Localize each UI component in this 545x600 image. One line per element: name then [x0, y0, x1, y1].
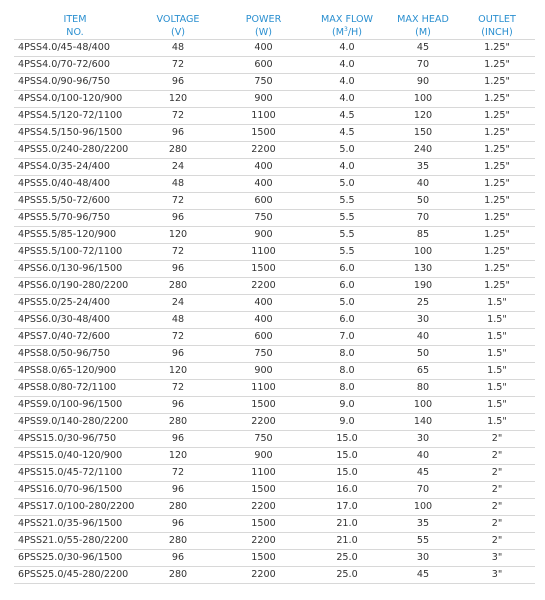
voltage-cell: 48	[136, 40, 220, 57]
power-cell: 1500	[220, 261, 307, 278]
table-row	[14, 295, 535, 312]
voltage-cell: 72	[136, 244, 220, 261]
table-row	[14, 210, 535, 227]
outlet-cell: 1.5"	[459, 329, 535, 346]
table-row	[14, 346, 535, 363]
power-cell: 2200	[220, 567, 307, 584]
max-flow-cell: 5.5	[307, 227, 387, 244]
power-cell: 1100	[220, 465, 307, 482]
max-head-cell: 100	[387, 499, 459, 516]
item-cell: 4PSS4.0/35-24/400	[14, 159, 136, 176]
max-head-cell: 80	[387, 380, 459, 397]
power-cell: 900	[220, 227, 307, 244]
max-head-cell: 25	[387, 295, 459, 312]
voltage-cell: 96	[136, 431, 220, 448]
voltage-cell: 96	[136, 397, 220, 414]
item-cell: 4PSS6.0/30-48/400	[14, 312, 136, 329]
max-head-cell: 30	[387, 550, 459, 567]
outlet-cell: 1.25"	[459, 227, 535, 244]
outlet-cell: 1.25"	[459, 159, 535, 176]
voltage-cell: 96	[136, 550, 220, 567]
outlet-cell: 1.25"	[459, 57, 535, 74]
max-head-cell: 35	[387, 516, 459, 533]
header-power-unit: (W)	[220, 26, 307, 40]
max-flow-cell: 4.0	[307, 74, 387, 91]
voltage-cell: 72	[136, 193, 220, 210]
item-cell: 4PSS5.0/25-24/400	[14, 295, 136, 312]
voltage-cell: 72	[136, 380, 220, 397]
max-flow-cell: 4.5	[307, 108, 387, 125]
item-cell: 4PSS5.5/100-72/1100	[14, 244, 136, 261]
power-cell: 2200	[220, 142, 307, 159]
voltage-cell: 24	[136, 159, 220, 176]
table-row	[14, 448, 535, 465]
flow-unit-prefix: (M	[331, 27, 344, 38]
item-cell: 4PSS5.5/50-72/600	[14, 193, 136, 210]
voltage-cell: 96	[136, 210, 220, 227]
table-row	[14, 40, 535, 57]
table-row	[14, 363, 535, 380]
power-cell: 1100	[220, 108, 307, 125]
outlet-cell: 1.25"	[459, 193, 535, 210]
max-flow-cell: 15.0	[307, 431, 387, 448]
header-max-head-unit: (M)	[387, 26, 459, 40]
header-item: ITEM	[63, 14, 87, 25]
item-cell: 4PSS9.0/140-280/2200	[14, 414, 136, 431]
voltage-cell: 48	[136, 176, 220, 193]
item-cell: 4PSS5.5/85-120/900	[14, 227, 136, 244]
max-head-cell: 40	[387, 176, 459, 193]
voltage-cell: 72	[136, 108, 220, 125]
max-head-cell: 45	[387, 567, 459, 584]
max-head-cell: 100	[387, 397, 459, 414]
table-row	[14, 227, 535, 244]
flow-unit-superscript: 3	[344, 26, 348, 33]
outlet-cell: 1.25"	[459, 176, 535, 193]
table-row	[14, 567, 535, 584]
header-max-flow: MAX FLOW	[320, 14, 374, 25]
pump-spec-table	[14, 13, 535, 584]
max-flow-cell: 5.0	[307, 142, 387, 159]
outlet-cell: 1.25"	[459, 261, 535, 278]
power-cell: 400	[220, 176, 307, 193]
outlet-cell: 1.5"	[459, 363, 535, 380]
item-cell: 4PSS5.0/240-280/2200	[14, 142, 136, 159]
item-cell: 4PSS16.0/70-96/1500	[14, 482, 136, 499]
power-cell: 2200	[220, 278, 307, 295]
table-row	[14, 278, 535, 295]
item-cell: 4PSS4.0/45-48/400	[14, 40, 136, 57]
max-flow-cell: 5.5	[307, 193, 387, 210]
power-cell: 900	[220, 91, 307, 108]
header-voltage: VOLTAGE	[156, 14, 200, 25]
voltage-cell: 96	[136, 74, 220, 91]
outlet-cell: 2"	[459, 482, 535, 499]
max-head-cell: 140	[387, 414, 459, 431]
voltage-cell: 120	[136, 91, 220, 108]
max-flow-cell: 4.0	[307, 40, 387, 57]
max-flow-cell: 16.0	[307, 482, 387, 499]
max-flow-cell: 4.0	[307, 159, 387, 176]
max-head-cell: 40	[387, 329, 459, 346]
power-cell: 600	[220, 57, 307, 74]
power-cell: 1500	[220, 482, 307, 499]
power-cell: 600	[220, 193, 307, 210]
voltage-cell: 72	[136, 465, 220, 482]
max-head-cell: 70	[387, 57, 459, 74]
power-cell: 400	[220, 159, 307, 176]
flow-unit-suffix: /H)	[347, 27, 363, 38]
power-cell: 600	[220, 329, 307, 346]
table-row	[14, 414, 535, 431]
max-head-cell: 50	[387, 346, 459, 363]
max-flow-cell: 6.0	[307, 278, 387, 295]
outlet-cell: 3"	[459, 550, 535, 567]
max-flow-cell: 5.5	[307, 210, 387, 227]
outlet-cell: 3"	[459, 567, 535, 584]
power-cell: 1500	[220, 516, 307, 533]
power-cell: 750	[220, 74, 307, 91]
voltage-cell: 96	[136, 482, 220, 499]
table-row	[14, 125, 535, 142]
voltage-cell: 96	[136, 516, 220, 533]
item-cell: 4PSS4.5/120-72/1100	[14, 108, 136, 125]
item-cell: 4PSS4.0/70-72/600	[14, 57, 136, 74]
table-row	[14, 57, 535, 74]
header-row-units	[14, 26, 535, 40]
max-flow-cell: 9.0	[307, 397, 387, 414]
outlet-cell: 1.25"	[459, 210, 535, 227]
power-cell: 400	[220, 295, 307, 312]
item-cell: 6PSS25.0/45-280/2200	[14, 567, 136, 584]
item-cell: 4PSS21.0/55-280/2200	[14, 533, 136, 550]
max-flow-cell: 5.0	[307, 295, 387, 312]
outlet-cell: 1.25"	[459, 40, 535, 57]
power-cell: 1100	[220, 244, 307, 261]
power-cell: 2200	[220, 414, 307, 431]
item-cell: 4PSS5.0/40-48/400	[14, 176, 136, 193]
voltage-cell: 280	[136, 533, 220, 550]
voltage-cell: 72	[136, 329, 220, 346]
table-row	[14, 516, 535, 533]
item-cell: 4PSS6.0/190-280/2200	[14, 278, 136, 295]
max-flow-cell: 7.0	[307, 329, 387, 346]
table-row	[14, 108, 535, 125]
table-row	[14, 159, 535, 176]
power-cell: 750	[220, 431, 307, 448]
power-cell: 900	[220, 363, 307, 380]
header-item-unit: NO.	[14, 26, 136, 40]
max-head-cell: 35	[387, 159, 459, 176]
table-row	[14, 397, 535, 414]
max-flow-cell: 4.0	[307, 91, 387, 108]
item-cell: 6PSS25.0/30-96/1500	[14, 550, 136, 567]
header-max-flow-unit	[307, 26, 387, 40]
item-cell: 4PSS5.5/70-96/750	[14, 210, 136, 227]
table-row	[14, 499, 535, 516]
header-voltage-unit: (V)	[136, 26, 220, 40]
max-head-cell: 120	[387, 108, 459, 125]
max-flow-cell: 9.0	[307, 414, 387, 431]
voltage-cell: 280	[136, 499, 220, 516]
voltage-cell: 48	[136, 312, 220, 329]
voltage-cell: 96	[136, 346, 220, 363]
table-row	[14, 550, 535, 567]
max-head-cell: 55	[387, 533, 459, 550]
max-flow-cell: 5.5	[307, 244, 387, 261]
max-flow-cell: 4.5	[307, 125, 387, 142]
max-flow-cell: 25.0	[307, 567, 387, 584]
outlet-cell: 1.5"	[459, 380, 535, 397]
max-flow-cell: 25.0	[307, 550, 387, 567]
max-head-cell: 130	[387, 261, 459, 278]
voltage-cell: 280	[136, 278, 220, 295]
table-row	[14, 380, 535, 397]
item-cell: 4PSS7.0/40-72/600	[14, 329, 136, 346]
outlet-cell: 2"	[459, 448, 535, 465]
outlet-cell: 1.25"	[459, 142, 535, 159]
outlet-cell: 1.25"	[459, 125, 535, 142]
item-cell: 4PSS15.0/40-120/900	[14, 448, 136, 465]
table-row	[14, 91, 535, 108]
max-head-cell: 70	[387, 210, 459, 227]
power-cell: 900	[220, 448, 307, 465]
power-cell: 750	[220, 210, 307, 227]
max-head-cell: 30	[387, 312, 459, 329]
outlet-cell: 2"	[459, 516, 535, 533]
power-cell: 1500	[220, 550, 307, 567]
outlet-cell: 2"	[459, 465, 535, 482]
outlet-cell: 1.25"	[459, 74, 535, 91]
voltage-cell: 96	[136, 261, 220, 278]
max-head-cell: 100	[387, 244, 459, 261]
voltage-cell: 280	[136, 567, 220, 584]
outlet-cell: 2"	[459, 431, 535, 448]
max-head-cell: 65	[387, 363, 459, 380]
table-row	[14, 465, 535, 482]
table-row	[14, 482, 535, 499]
max-head-cell: 50	[387, 193, 459, 210]
max-head-cell: 85	[387, 227, 459, 244]
voltage-cell: 72	[136, 57, 220, 74]
item-cell: 4PSS9.0/100-96/1500	[14, 397, 136, 414]
item-cell: 4PSS8.0/50-96/750	[14, 346, 136, 363]
table-row	[14, 74, 535, 91]
item-cell: 4PSS4.0/100-120/900	[14, 91, 136, 108]
table-row	[14, 312, 535, 329]
voltage-cell: 120	[136, 363, 220, 380]
voltage-cell: 280	[136, 142, 220, 159]
max-flow-cell: 5.0	[307, 176, 387, 193]
max-flow-cell: 21.0	[307, 533, 387, 550]
max-head-cell: 40	[387, 448, 459, 465]
header-max-head: MAX HEAD	[397, 14, 449, 25]
max-flow-cell: 8.0	[307, 380, 387, 397]
max-flow-cell: 17.0	[307, 499, 387, 516]
voltage-cell: 96	[136, 125, 220, 142]
item-cell: 4PSS15.0/45-72/1100	[14, 465, 136, 482]
max-flow-cell: 6.0	[307, 261, 387, 278]
item-cell: 4PSS8.0/65-120/900	[14, 363, 136, 380]
header-power: POWER	[245, 14, 282, 25]
header-row-titles	[14, 13, 535, 26]
table-row	[14, 431, 535, 448]
max-head-cell: 240	[387, 142, 459, 159]
item-cell: 4PSS4.5/150-96/1500	[14, 125, 136, 142]
outlet-cell: 1.5"	[459, 346, 535, 363]
item-cell: 4PSS15.0/30-96/750	[14, 431, 136, 448]
power-cell: 1500	[220, 397, 307, 414]
outlet-cell: 1.5"	[459, 414, 535, 431]
max-head-cell: 30	[387, 431, 459, 448]
table-row	[14, 142, 535, 159]
outlet-cell: 1.25"	[459, 278, 535, 295]
header-outlet: OUTLET	[478, 14, 516, 25]
item-cell: 4PSS21.0/35-96/1500	[14, 516, 136, 533]
table-row	[14, 329, 535, 346]
item-cell: 4PSS8.0/80-72/1100	[14, 380, 136, 397]
outlet-cell: 2"	[459, 499, 535, 516]
max-head-cell: 190	[387, 278, 459, 295]
max-flow-cell: 21.0	[307, 516, 387, 533]
outlet-cell: 1.5"	[459, 295, 535, 312]
table-row	[14, 244, 535, 261]
max-flow-cell: 15.0	[307, 465, 387, 482]
max-head-cell: 100	[387, 91, 459, 108]
outlet-cell: 1.5"	[459, 397, 535, 414]
item-cell: 4PSS17.0/100-280/2200	[14, 499, 136, 516]
power-cell: 1100	[220, 380, 307, 397]
outlet-cell: 2"	[459, 533, 535, 550]
voltage-cell: 120	[136, 448, 220, 465]
table-row	[14, 261, 535, 278]
voltage-cell: 120	[136, 227, 220, 244]
outlet-cell: 1.25"	[459, 91, 535, 108]
table-body	[14, 40, 535, 584]
table-header	[14, 13, 535, 40]
power-cell: 1500	[220, 125, 307, 142]
max-flow-cell: 8.0	[307, 346, 387, 363]
item-cell: 4PSS4.0/90-96/750	[14, 74, 136, 91]
voltage-cell: 280	[136, 414, 220, 431]
power-cell: 2200	[220, 499, 307, 516]
header-outlet-unit: (INCH)	[459, 26, 535, 40]
max-flow-cell: 15.0	[307, 448, 387, 465]
max-head-cell: 70	[387, 482, 459, 499]
outlet-cell: 1.25"	[459, 108, 535, 125]
outlet-cell: 1.25"	[459, 244, 535, 261]
item-cell: 4PSS6.0/130-96/1500	[14, 261, 136, 278]
outlet-cell: 1.5"	[459, 312, 535, 329]
max-flow-cell: 4.0	[307, 57, 387, 74]
voltage-cell: 24	[136, 295, 220, 312]
max-head-cell: 45	[387, 465, 459, 482]
max-head-cell: 150	[387, 125, 459, 142]
max-head-cell: 90	[387, 74, 459, 91]
max-flow-cell: 6.0	[307, 312, 387, 329]
power-cell: 400	[220, 312, 307, 329]
table-row	[14, 176, 535, 193]
table-row	[14, 533, 535, 550]
power-cell: 2200	[220, 533, 307, 550]
max-head-cell: 45	[387, 40, 459, 57]
table-row	[14, 193, 535, 210]
max-flow-cell: 8.0	[307, 363, 387, 380]
power-cell: 750	[220, 346, 307, 363]
power-cell: 400	[220, 40, 307, 57]
